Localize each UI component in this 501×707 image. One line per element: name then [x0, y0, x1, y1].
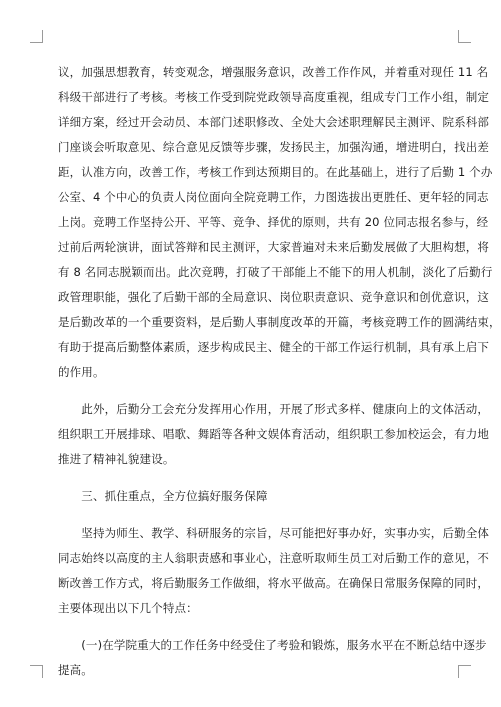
text-line: 议，加强思想教育，转变观念，增强服务意识，改善工作作风，并着重对现任 11 名 — [58, 65, 489, 79]
text-line: 上岗。竞聘工作坚持公开、平等、竞争、择优的原则，共有 20 位同志报名参与，经 — [58, 215, 489, 229]
text-line: 断改善工作方式，将后勤服务工作做细，将水平做高。在确保日常服务保障的同时， — [58, 576, 490, 590]
text-line: 详细方案，经过开会动员、本部门述职修改、全处大会述职理解民主测评、院系科部 — [58, 115, 490, 129]
text-line: 组织职工开展排球、唱歌、舞蹈等各种文娱体育活动，组织职工参加校运会，有力地 — [58, 427, 490, 441]
text-line: 坚持为师生、教学、科研服务的宗旨，尽可能把好事办好，实事办实，后勤全体 — [58, 526, 490, 540]
document-body — [58, 60, 501, 683]
text-line: 是后勤改革的一个重要资料，是后勤人事制度改革的开篇，考核竞聘工作的圆满结束， — [58, 315, 501, 329]
paragraph-point-one — [58, 633, 487, 683]
text-line: 政管理职能，强化了后勤干部的全局意识、岗位职责意识、竞争意识和创优意识，这 — [58, 290, 490, 304]
text-line: 推进了精神礼貌建设。 — [58, 452, 175, 466]
text-line: 有 8 名同志脱颖而出。此次竞聘，打破了干部能上不能下的用人机制，淡化了后勤行 — [58, 265, 493, 279]
text-line: 门座谈会听取意见、综合意见反馈等步骤，发扬民主，加强沟通，增进明白，找出差 — [58, 140, 490, 154]
crop-mark-bottom-left — [30, 665, 43, 678]
paragraph-spacer — [58, 472, 442, 484]
text-line: 主要体现出以下几个特点： — [58, 601, 198, 615]
crop-mark-bottom-right — [458, 665, 471, 678]
text-line: (一)在学院重大的工作任务中经受住了考验和锻炼，服务水平在不断总结中逐步 — [58, 638, 487, 652]
crop-mark-top-right — [458, 30, 471, 43]
paragraph-spacer — [58, 509, 442, 521]
text-line: 公室、4 个中心的负责人岗位面向全院竞聘工作，力图选拔出更胜任、更年轻的同志 — [58, 190, 489, 204]
paragraph-union-activities — [58, 397, 490, 472]
text-line: 提高。 — [58, 663, 93, 677]
text-line: 过前后两轮演讲，面试答辩和民主测评，大家普遍对未来后勤发展做了大胆构想，将 — [58, 240, 490, 254]
crop-mark-top-left — [30, 30, 43, 43]
text-line: 有助于提高后勤整体素质，逐步构成民主、健全的干部工作运行机制，具有承上启下 — [58, 340, 490, 354]
paragraph-spacer — [58, 385, 442, 397]
text-line: 同志始终以高度的主人翁职责感和事业心，注意听取师生员工对后勤工作的意见，不 — [58, 551, 490, 565]
text-line: 此外，后勤分工会充分发挥用心作用，开展了形式多样、健康向上的文体活动， — [58, 402, 490, 416]
paragraph-service-purpose — [58, 521, 490, 621]
heading-line: 三、抓住重点，全方位搞好服务保障 — [58, 489, 268, 503]
text-line: 距，认准方向，改善工作，考核工作到达预期目的。在此基础上，进行了后勤 1 个办 — [58, 165, 493, 179]
paragraph-spacer — [58, 621, 442, 633]
paragraph-assessment — [58, 60, 501, 385]
section-heading — [58, 484, 442, 509]
text-line: 科级干部进行了考核。考核工作受到院党政领导高度重视，组成专门工作小组，制定 — [58, 90, 490, 104]
text-line: 的作用。 — [58, 365, 105, 379]
